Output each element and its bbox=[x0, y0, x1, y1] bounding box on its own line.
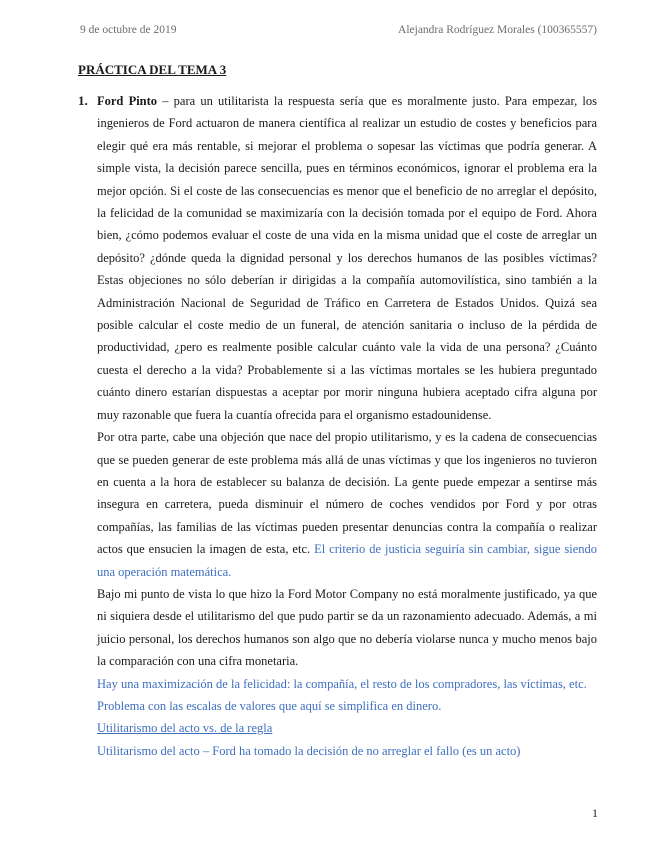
annotation-note-2: Problema con las escalas de valores que aquí se simplifica en dinero. bbox=[97, 698, 442, 713]
header-date: 9 de octubre de 2019 bbox=[80, 24, 177, 36]
document-body bbox=[97, 90, 597, 762]
paragraph-ford-pinto bbox=[97, 90, 597, 426]
document-title: PRÁCTICA DEL TEMA 3 bbox=[78, 62, 227, 77]
annotation-note-4: Utilitarismo del acto – Ford ha tomado la decisión de no arreglar el fallo (es un acto) bbox=[97, 743, 521, 758]
paragraph-objection bbox=[97, 426, 597, 583]
page-number: 1 bbox=[592, 806, 598, 820]
list-item-number: 1. bbox=[78, 93, 88, 108]
paragraph-2-annotation: El criterio de justicia seguiría sin cambiar, sigue siendo una operación matemática. bbox=[97, 542, 598, 579]
annotation-note-1: Hay una maximización de la felicidad: la compañía, el resto de los compradores, las víctimas, etc. bbox=[97, 676, 587, 691]
paragraph-2-text: Por otra parte, cabe una objeción que nace del propio utilitarismo, y es la cadena de consecuencias que se pueden generar de este problema más allá de unas víctimas y que los ingenieros no tuvieron en cuenta a la hora de establecer su balanza de decisión. La gente puede empezar a sentirse más insegura en carretera, pueda disminuir el número de coches vendidos por Ford y por otras compañías, las familias de las víctimas pueden presentar denuncias contra la compañía o realizar actos que ensucien la imagen de esta, etc. bbox=[97, 430, 597, 557]
page-header bbox=[80, 24, 597, 36]
annotation-note-3: Utilitarismo del acto vs. de la regla bbox=[97, 721, 273, 736]
paragraph-opinion: Bajo mi punto de vista lo que hizo la Ford Motor Company no está moralmente justificado, ya que ni siquiera desde el utilitarismo del que pudo partir se da un razonamiento adecuado. Además, a mi juicio personal, los derechos humanos son algo que no debería violarse nunca y mucho menos bajo la comparación con una cifra monetaria. bbox=[97, 586, 597, 669]
item-label: Ford Pinto bbox=[97, 94, 158, 108]
paragraph-1-text: – para un utilitarista la respuesta sería que es moralmente justo. Para empezar, los ingenieros de Ford actuaron de manera científica al realizar un estudio de costes y beneficios para elegir qué era más rentable, si mejorar el problema o sopesar las víctimas que podría generar. A simple vista, la decisión parece sencilla, pues en términos económicos, ignorar el problema era la mejor opción. Si el coste de las consecuencias es menor que el beneficio de no arreglar el depósito, la felicidad de la comunidad se maximizaría con la decisión tomada por el equipo de Ford. Ahora bien, ¿cómo podemos evaluar el coste de una vida en la misma unidad que el coste de arreglar un depósito? ¿dónde queda la dignidad personal y los derechos humanos de las posibles víctimas? Estas objeciones no sólo deberían ir dirigidas a la compañía automovilística, sino también a la Administración Nacional de Seguridad de Tráfico en Carretera de Estados Unidos. Quizá sea posible calcular el coste medio de un funeral, de atención sanitaria o incluso de la pérdida de productividad, ¿pero es realmente posible calcular cuánto vale la vida de una persona? ¿Cuánto cuesta el derecho a la vida? Probablemente si a las víctimas mortales se les hubiera preguntado cuánto dinero estarían dispuestas a aceptar por morir ninguna hubiera aceptado cifra alguna por muy razonable que fuera la cuantía ofrecida para el organismo estadounidense. bbox=[97, 94, 597, 422]
header-author: Alejandra Rodríguez Morales (100365557) bbox=[398, 24, 597, 36]
